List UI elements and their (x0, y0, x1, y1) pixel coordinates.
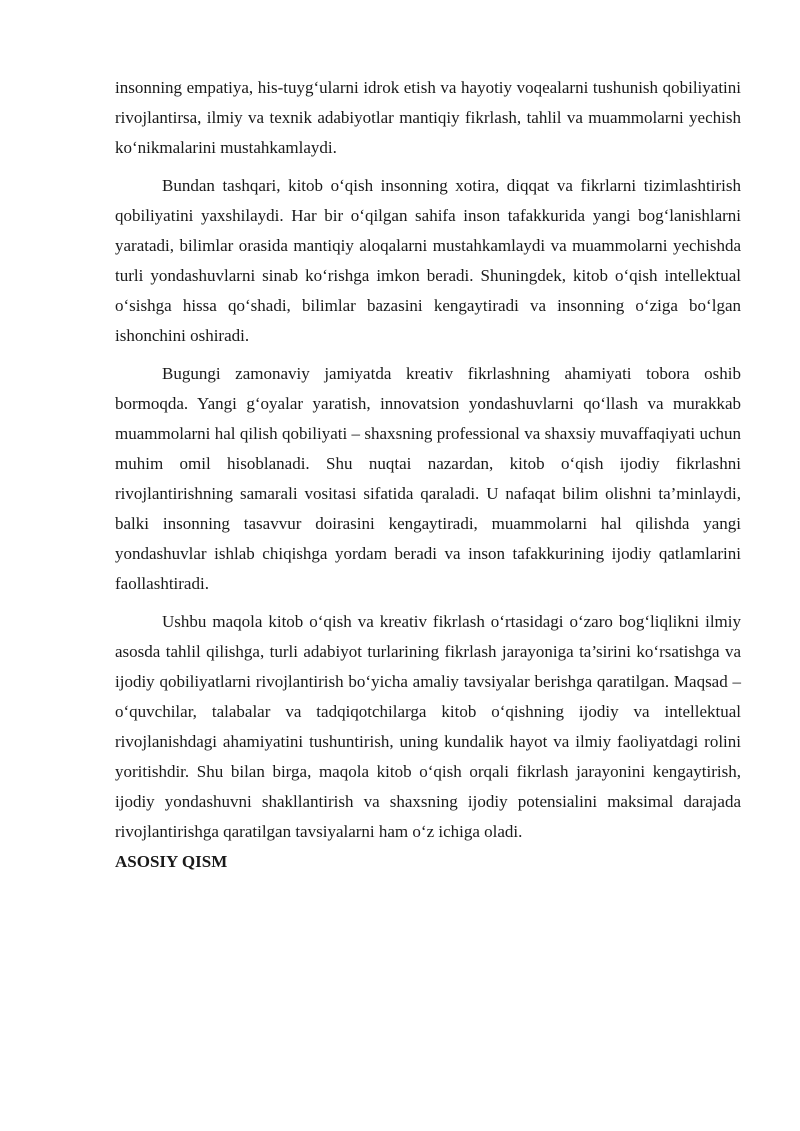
document-body (115, 73, 741, 877)
paragraph-continuation: insonning empatiya, his-tuyg‘ularni idrok etish va hayotiy voqealarni tushunish qobiliyatini rivojlantirsa, ilmiy va texnik adabiyotlar mantiqiy fikrlash, tahlil va muammolarni yechish ko‘nikmalarini mustahkamlaydi. (115, 78, 741, 157)
section-heading: ASOSIY QISM (115, 852, 228, 871)
paragraph: Ushbu maqola kitob o‘qish va kreativ fikrlash o‘rtasidagi o‘zaro bog‘liqlikni ilmiy asosda tahlil qilishga, turli adabiyot turlarining fikrlash jarayoniga ta’sirini ko‘rsatishga va ijodiy qobiliyatlarni rivojlantirish bo‘yicha amaliy tavsiyalar berishga qaratilgan. Maqsad – o‘quvchilar, talabalar va tadqiqotchilarga kitob o‘qishning ijodiy va intellektual rivojlanishdagi ahamiyatini tushuntirish, uning kundalik hayot va ilmiy faoliyatdagi rolini yoritishdir. Shu bilan birga, maqola kitob o‘qish orqali fikrlash jarayonini kengaytirish, ijodiy yondashuvni shakllantirish va shaxsning ijodiy potensialini maksimal darajada rivojlantirishga qaratilgan tavsiyalarni ham o‘z ichiga oladi. (115, 612, 741, 841)
paragraph: Bugungi zamonaviy jamiyatda kreativ fikrlashning ahamiyati tobora oshib bormoqda. Yangi g‘oyalar yaratish, innovatsion yondashuvlarni qo‘llash va murakkab muammolarni hal qilish qobiliyati – shaxsning professional va shaxsiy muvaffaqiyati uchun muhim omil hisoblanadi. Shu nuqtai nazardan, kitob o‘qish ijodiy fikrlashni rivojlantirishning samarali vositasi sifatida qaraladi. U nafaqat bilim olishni ta’minlaydi, balki insonning tasavvur doirasini kengaytiradi, muammolarni hal qilishda yangi yondashuvlar ishlab chiqishga yordam beradi va inson tafakkurining ijodiy qatlamlarini faollashtiradi. (115, 364, 741, 593)
paragraph: Bundan tashqari, kitob o‘qish insonning xotira, diqqat va fikrlarni tizimlashtirish qobiliyatini yaxshilaydi. Har bir o‘qilgan sahifa inson tafakkurida yangi bog‘lanishlarni yaratadi, bilimlar orasida mantiqiy aloqalarni mustahkamlaydi va muammolarni yechishda turli yondashuvlarni sinab ko‘rishga imkon beradi. Shuningdek, kitob o‘qish intellektual o‘sishga hissa qo‘shadi, bilimlar bazasini kengaytiradi va insonning o‘ziga bo‘lgan ishonchini oshiradi. (115, 176, 741, 345)
